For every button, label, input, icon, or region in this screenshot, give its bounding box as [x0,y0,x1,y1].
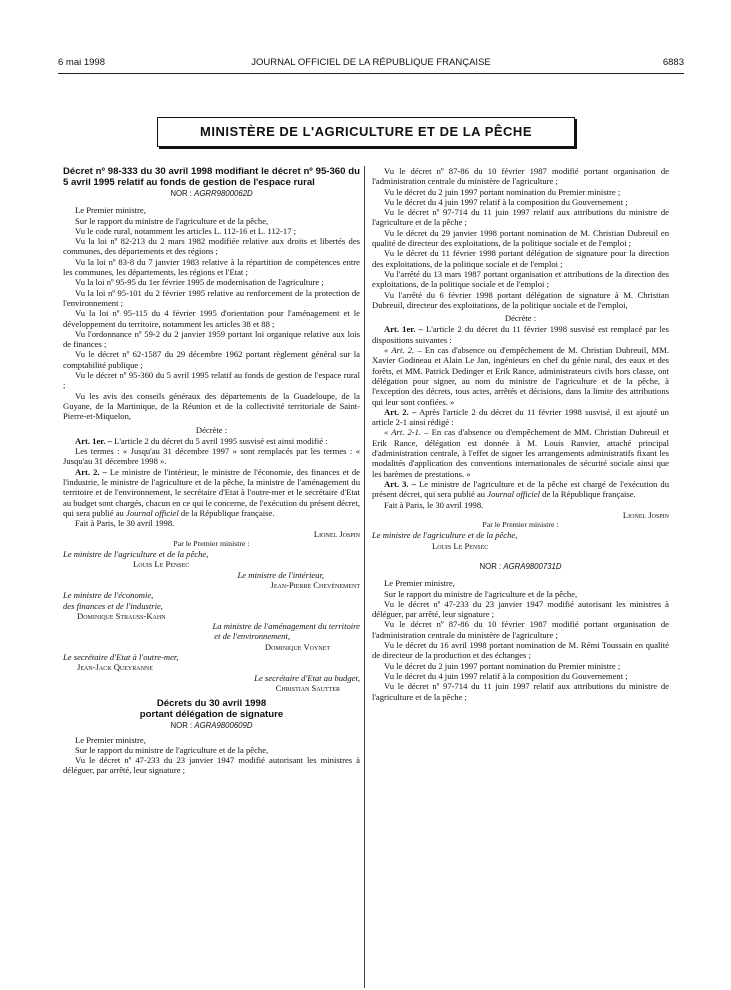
quoted-article-text: En cas d'absence ou d'empêchement de M. Christian Dubreuil, MM. Xavier Godineau et Alain Le Jan, ingénieurs en chef du génie rural, des eaux et des forêts, et MM. Patrick Dedinger et Erik Rance, administrateurs civils hors classe, ont délégation pour signer, au nom du ministre de l'agriculture et de la pêche, à l'exception des décrets, tous actes, arrêtés et décisions, dans la limite des attributions qui leur sont confiées. » [372,345,669,407]
nor-reference [63,189,360,199]
paragraph: Les termes : « Jusqu'au 31 décembre 1997 » sont remplacés par les termes : « Jusqu'au 31 décembre 1998 ». [63,446,360,467]
paragraph: Vu le décret nº 97-714 du 11 juin 1997 relatif aux attributions du ministre de l'agriculture et de la pêche ; [372,207,669,228]
fait-a-paris: Fait à Paris, le 30 avril 1998. [75,518,175,529]
nor-label: NOR : [170,721,193,731]
nor-reference [63,721,360,731]
paragraph: Vu le décret du 2 juin 1997 portant nomination du Premier ministre ; [384,186,621,197]
article-label: Art. 2. – [75,466,107,477]
paragraph: Vu les avis des conseils généraux des départements de la Guadeloupe, de la Guyane, de la Martinique, de la Réunion et de la collectivité territoriale de Saint-Pierre-et-Miquelon, [63,390,360,422]
nor-code: AGRA9800609D [194,721,253,731]
paragraph: Vu le décret du 11 février 1998 portant délégation de signature pour la direction des exploitations, de la politique sociale et de l'emploi ; [372,248,669,269]
paragraph: Vu la loi nº 95-101 du 2 février 1995 relative au renforcement de la protection de l'environnement ; [63,287,360,308]
paragraph: Sur le rapport du ministre de l'agriculture et de la pêche, [384,588,578,599]
article-1 [372,324,669,345]
minister-signature: Louis Le Pensec [432,540,489,551]
quoted-article [372,345,669,407]
par-le-premier-ministre: Par le Premier ministre : [173,538,250,548]
paragraph: Vu la loi nº 82-213 du 2 mars 1982 modifiée relative aux droits et libertés des communes, des départements et des régions ; [63,236,360,257]
nor-label: NOR : [479,561,502,571]
header-date: 6 mai 1998 [58,57,106,68]
paragraph: Vu la loi nº 95-115 du 4 février 1995 d'orientation pour l'aménagement et le développement du territoire, notamment les articles 38 et 88 ; [63,308,360,329]
paragraph: Vu le décret du 29 janvier 1998 portant nomination de M. Christian Dubreuil en qualité de directeur des exploitations, de la politique sociale et de l'emploi ; [372,227,669,249]
article-text: L'article 2 du décret du 5 avril 1995 susvisé est ainsi modifié : [114,435,328,446]
article-text-end: de la République française. [180,507,275,518]
minister-signature: Dominique Voynet [264,641,330,652]
nor-reference [372,562,669,572]
article-label: Art. 1er. – [75,435,112,446]
paragraph: Vu le décret du 4 juin 1997 relatif à la composition du Gouvernement ; [384,196,628,207]
signature-premier-ministre: Lionel Jospin [622,509,669,520]
paragraph: Vu le code rural, notamment les articles L. 112-16 et L. 112-17 ; [75,225,297,236]
paragraph: Vu le décret du 4 juin 1997 relatif à la composition du Gouvernement ; [384,670,628,681]
header-journal: JOURNAL OFFICIEL DE LA RÉPUBLIQUE FRANÇAISE [251,57,491,68]
header-page-number: 6883 [662,57,684,68]
minister-title: Le secrétaire d'Etat au budget, [254,672,360,683]
quoted-article-text: En cas d'absence ou d'empêchement de MM. Christian Dubreuil et Erik Rance, délégation est donnée à M. Louis Ranvier, attaché principal d'administration centrale, à l'effet de signer les arrangements administratifs fixant les modalités d'application des conventions internationales de sécurité sociale ainsi que les barèmes de prestations. » [372,427,670,479]
paragraph: Vu la loi nº 83-8 du 7 janvier 1983 relative à la répartition de compétences entre les communes, les départements, les régions et l'Etat ; [63,256,360,278]
minister-signature: Jean-Jack Queyranne [77,662,153,673]
par-le-premier-ministre: Par le Premier ministre : [482,520,559,530]
paragraph: Le Premier ministre, [75,734,146,745]
paragraph: Vu le décret du 2 juin 1997 portant nomination du Premier ministre ; [384,660,621,671]
minister-signature: Louis Le Pensec [133,559,190,570]
left-column [63,166,360,776]
decrete-heading: Décrète : [504,313,537,324]
paragraph: Vu le décret nº 87-86 du 10 février 1987 modifié portant organisation de l'administration centrale du ministère de l'agriculture ; [372,166,669,187]
paragraph: Vu l'arrêté du 13 mars 1987 portant organisation et attributions de la direction des exploitations, de la politique sociale et de l'emploi ; [372,268,669,290]
paragraph: Vu le décret du 16 avril 1998 portant nomination de M. Rémi Toussain en qualité de directeur de la production et des échanges ; [372,640,669,661]
paragraph: Vu le décret nº 87-86 du 10 février 1987 modifié portant organisation de l'administration centrale du ministère de l'agriculture ; [372,619,669,640]
paragraph: Le Premier ministre, [384,578,455,589]
article-3 [372,479,669,500]
nor-code: AGRR9800062D [194,189,253,198]
journal-officiel: Journal officiel [126,507,179,518]
column-divider [364,166,365,988]
minister-title: et de l'environnement, [214,631,290,642]
decree-title: Décret nº 98-333 du 30 avril 1998 modifiant le décret nº 95-360 du 5 avril 1995 relatif au fonds de gestion de l'espace rural [63,166,360,188]
article-text-end: de la République française. [542,489,636,500]
paragraph: Sur le rapport du ministre de l'agriculture et de la pêche, [75,215,269,226]
minister-title: des finances et de l'industrie, [63,600,163,611]
minister-signature: Dominique Strauss-Kahn [77,610,166,621]
minister-title: Le ministre de l'économie, [63,590,154,601]
paragraph: Vu l'arrêté du 6 février 1998 portant délégation de signature à M. Christian Dubreuil, directeur des exploitations, de la politique sociale et de l'emploi, [372,289,669,310]
decree-subtitle: portant délégation de signature [139,709,284,721]
paragraph: Vu l'ordonnance nº 59-2 du 2 janvier 1959 portant loi organique relative aux lois de finances ; [63,328,360,350]
paragraph: Le Premier ministre, [75,205,146,216]
ministry-title: MINISTÈRE DE L'AGRICULTURE ET DE LA PÊCHE [157,117,575,147]
minister-signature: Christian Sautter [275,682,340,693]
article-2 [63,467,360,518]
article-text: Le ministre de l'agriculture et de la pêche est chargé de l'exécution du présent décret, qui sera publié au [372,478,669,500]
fait-a-paris: Fait à Paris, le 30 avril 1998. [384,499,484,510]
decrete-heading: Décrète : [195,424,228,435]
article-label: Art. 2. – [384,406,417,417]
article-text: L'article 2 du décret du 11 février 1998 susvisé est remplacé par les dispositions suivantes : [372,324,670,345]
signature-premier-ministre: Lionel Jospin [313,528,360,539]
paragraph: Vu le décret nº 47-233 du 23 janvier 1947 modifié autorisant les ministres à déléguer, par arrêté, leur signature ; [372,598,669,620]
article-2 [372,407,669,428]
minister-title: La ministre de l'aménagement du territoire [212,621,360,632]
decree-title: Décrets du 30 avril 1998 [156,698,267,710]
nor-label: NOR : [170,189,192,198]
paragraph: Vu le décret nº 97-714 du 11 juin 1997 relatif aux attributions du ministre de l'agriculture et de la pêche ; [372,681,669,702]
article-label: Art. 3. – [384,478,416,489]
paragraph: Vu le décret nº 95-360 du 5 avril 1995 relatif au fonds de gestion de l'espace rural ; [63,370,360,391]
article-label: Art. 1er. – [384,324,423,335]
quoted-article-label: « Art. 2. – [384,345,422,356]
quoted-article [372,427,669,478]
quoted-article-label: « Art. 2-1. – [384,427,429,438]
journal-officiel: Journal officiel [487,489,541,500]
paragraph: Vu la loi nº 95-95 du 1er février 1995 de modernisation de l'agriculture ; [75,277,324,288]
article-text: Le ministre de l'intérieur, le ministre de l'économie, des finances et de l'industrie, le ministre de l'agriculture et de la pêche, la ministre de l'aménagement du territoire et de l'environnement, le secrétaire d'Etat à l'outre-mer et le secrétaire d'Etat au budget sont chargés, chacun en ce qui le concerne, de l'exécution du présent décret, qui sera publié au [63,466,360,518]
minister-title: Le ministre de l'agriculture et de la pêche, [63,549,209,560]
article-1 [63,436,360,446]
header-rule [58,73,684,74]
minister-title: Le ministre de l'agriculture et de la pêche, [372,530,518,541]
paragraph: Vu le décret nº 47-233 du 23 janvier 1947 modifié autorisant les ministres à déléguer, par arrêté, leur signature ; [63,755,360,776]
right-column [372,166,669,702]
minister-title: Le ministre de l'intérieur, [237,569,324,580]
paragraph: Sur le rapport du ministre de l'agriculture et de la pêche, [75,744,269,755]
minister-signature: Jean-Pierre Chevènement [270,579,360,590]
nor-code: AGRA9800731D [503,561,562,571]
page-header [58,57,684,71]
paragraph: Vu le décret nº 62-1587 du 29 décembre 1962 portant règlement général sur la comptabilité publique ; [63,349,360,370]
minister-title: Le secrétaire d'Etat à l'outre-mer, [63,652,179,663]
article-text: Après l'article 2 du décret du 11 février 1998 susvisé, il est ajouté un article 2-1 ainsi rédigé : [372,406,669,428]
